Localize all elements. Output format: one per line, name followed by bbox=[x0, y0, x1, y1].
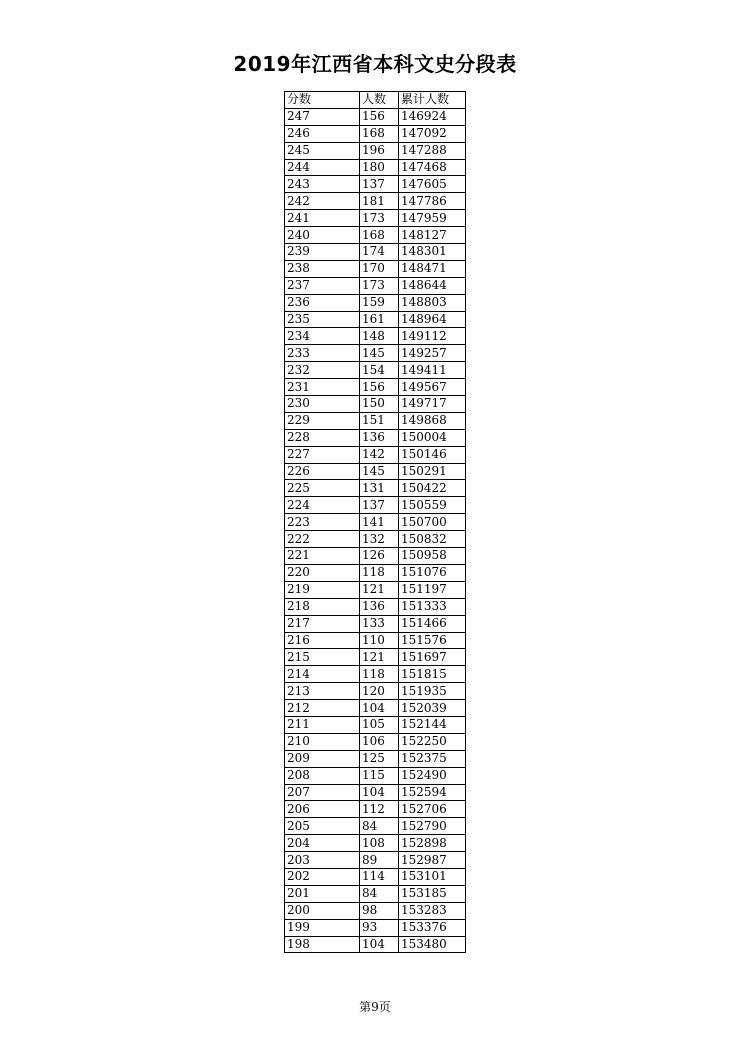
cell-score: 245 bbox=[285, 142, 360, 159]
cell-count: 168 bbox=[360, 227, 399, 244]
cell-cumulative: 152594 bbox=[399, 784, 466, 801]
cell-score: 244 bbox=[285, 159, 360, 176]
cell-cumulative: 149257 bbox=[399, 345, 466, 362]
table-row bbox=[285, 835, 466, 852]
cell-cumulative: 150559 bbox=[399, 497, 466, 514]
cell-score: 228 bbox=[285, 429, 360, 446]
cell-score: 243 bbox=[285, 176, 360, 193]
cell-cumulative: 152375 bbox=[399, 750, 466, 767]
table-row bbox=[285, 716, 466, 733]
cell-cumulative: 147468 bbox=[399, 159, 466, 176]
cell-score: 236 bbox=[285, 294, 360, 311]
cell-count: 136 bbox=[360, 598, 399, 615]
table-header-row bbox=[285, 92, 466, 109]
cell-count: 180 bbox=[360, 159, 399, 176]
cell-count: 148 bbox=[360, 328, 399, 345]
cell-score: 214 bbox=[285, 666, 360, 683]
table-row bbox=[285, 480, 466, 497]
table-row bbox=[285, 125, 466, 142]
cell-count: 145 bbox=[360, 345, 399, 362]
cell-score: 212 bbox=[285, 700, 360, 717]
cell-count: 118 bbox=[360, 564, 399, 581]
cell-score: 211 bbox=[285, 716, 360, 733]
cell-cumulative: 152706 bbox=[399, 801, 466, 818]
cell-score: 239 bbox=[285, 244, 360, 261]
cell-cumulative: 151697 bbox=[399, 649, 466, 666]
cell-count: 156 bbox=[360, 379, 399, 396]
cell-cumulative: 150291 bbox=[399, 463, 466, 480]
cell-score: 206 bbox=[285, 801, 360, 818]
cell-count: 137 bbox=[360, 497, 399, 514]
cell-score: 231 bbox=[285, 379, 360, 396]
cell-cumulative: 152790 bbox=[399, 818, 466, 835]
table-row bbox=[285, 649, 466, 666]
header-cumulative: 累计人数 bbox=[399, 92, 466, 109]
cell-score: 202 bbox=[285, 868, 360, 885]
cell-count: 84 bbox=[360, 885, 399, 902]
table-row bbox=[285, 311, 466, 328]
cell-count: 121 bbox=[360, 581, 399, 598]
cell-count: 108 bbox=[360, 835, 399, 852]
cell-score: 209 bbox=[285, 750, 360, 767]
table-row bbox=[285, 108, 466, 125]
table-row bbox=[285, 801, 466, 818]
cell-cumulative: 152250 bbox=[399, 733, 466, 750]
table-row bbox=[285, 683, 466, 700]
cell-count: 161 bbox=[360, 311, 399, 328]
cell-cumulative: 153480 bbox=[399, 936, 466, 953]
table-row bbox=[285, 818, 466, 835]
score-table bbox=[284, 91, 466, 953]
table-row bbox=[285, 548, 466, 565]
table-row bbox=[285, 176, 466, 193]
cell-score: 221 bbox=[285, 548, 360, 565]
cell-cumulative: 153101 bbox=[399, 868, 466, 885]
cell-count: 196 bbox=[360, 142, 399, 159]
cell-score: 247 bbox=[285, 108, 360, 125]
table-row bbox=[285, 531, 466, 548]
page-title: 2019年江西省本科文史分段表 bbox=[233, 52, 517, 76]
cell-cumulative: 150958 bbox=[399, 548, 466, 565]
cell-score: 237 bbox=[285, 277, 360, 294]
cell-count: 151 bbox=[360, 412, 399, 429]
cell-count: 104 bbox=[360, 700, 399, 717]
cell-score: 220 bbox=[285, 564, 360, 581]
cell-count: 170 bbox=[360, 260, 399, 277]
table-row bbox=[285, 767, 466, 784]
cell-cumulative: 147092 bbox=[399, 125, 466, 142]
table-row bbox=[285, 227, 466, 244]
cell-count: 181 bbox=[360, 193, 399, 210]
cell-cumulative: 146924 bbox=[399, 108, 466, 125]
cell-score: 238 bbox=[285, 260, 360, 277]
table-row bbox=[285, 632, 466, 649]
cell-score: 246 bbox=[285, 125, 360, 142]
cell-cumulative: 149868 bbox=[399, 412, 466, 429]
cell-cumulative: 149567 bbox=[399, 379, 466, 396]
table-row bbox=[285, 784, 466, 801]
cell-count: 84 bbox=[360, 818, 399, 835]
cell-score: 217 bbox=[285, 615, 360, 632]
cell-score: 210 bbox=[285, 733, 360, 750]
cell-cumulative: 150832 bbox=[399, 531, 466, 548]
table-row bbox=[285, 733, 466, 750]
cell-score: 198 bbox=[285, 936, 360, 953]
cell-count: 104 bbox=[360, 784, 399, 801]
cell-cumulative: 153283 bbox=[399, 902, 466, 919]
cell-count: 121 bbox=[360, 649, 399, 666]
cell-cumulative: 152144 bbox=[399, 716, 466, 733]
table-row bbox=[285, 429, 466, 446]
cell-score: 201 bbox=[285, 885, 360, 902]
cell-cumulative: 148301 bbox=[399, 244, 466, 261]
cell-score: 205 bbox=[285, 818, 360, 835]
cell-cumulative: 148964 bbox=[399, 311, 466, 328]
cell-count: 154 bbox=[360, 362, 399, 379]
cell-score: 200 bbox=[285, 902, 360, 919]
table-row bbox=[285, 666, 466, 683]
cell-score: 207 bbox=[285, 784, 360, 801]
cell-cumulative: 151815 bbox=[399, 666, 466, 683]
table-row bbox=[285, 362, 466, 379]
header-count: 人数 bbox=[360, 92, 399, 109]
cell-cumulative: 150422 bbox=[399, 480, 466, 497]
table-row bbox=[285, 244, 466, 261]
cell-score: 223 bbox=[285, 514, 360, 531]
cell-cumulative: 152039 bbox=[399, 700, 466, 717]
cell-count: 93 bbox=[360, 919, 399, 936]
table-row bbox=[285, 885, 466, 902]
cell-score: 227 bbox=[285, 446, 360, 463]
cell-count: 168 bbox=[360, 125, 399, 142]
cell-score: 230 bbox=[285, 396, 360, 413]
table-row bbox=[285, 598, 466, 615]
cell-cumulative: 151935 bbox=[399, 683, 466, 700]
cell-count: 156 bbox=[360, 108, 399, 125]
cell-count: 132 bbox=[360, 531, 399, 548]
cell-cumulative: 147959 bbox=[399, 210, 466, 227]
cell-cumulative: 149411 bbox=[399, 362, 466, 379]
table-row bbox=[285, 852, 466, 869]
cell-count: 98 bbox=[360, 902, 399, 919]
cell-score: 233 bbox=[285, 345, 360, 362]
header-score: 分数 bbox=[285, 92, 360, 109]
cell-cumulative: 147786 bbox=[399, 193, 466, 210]
cell-count: 173 bbox=[360, 210, 399, 227]
cell-score: 213 bbox=[285, 683, 360, 700]
table-row bbox=[285, 345, 466, 362]
cell-count: 120 bbox=[360, 683, 399, 700]
table-row bbox=[285, 328, 466, 345]
table-row bbox=[285, 412, 466, 429]
table-row bbox=[285, 581, 466, 598]
cell-score: 242 bbox=[285, 193, 360, 210]
cell-score: 218 bbox=[285, 598, 360, 615]
cell-count: 159 bbox=[360, 294, 399, 311]
cell-cumulative: 147605 bbox=[399, 176, 466, 193]
table-row bbox=[285, 294, 466, 311]
cell-count: 104 bbox=[360, 936, 399, 953]
cell-score: 224 bbox=[285, 497, 360, 514]
cell-cumulative: 151076 bbox=[399, 564, 466, 581]
table-row bbox=[285, 463, 466, 480]
cell-cumulative: 149112 bbox=[399, 328, 466, 345]
cell-score: 232 bbox=[285, 362, 360, 379]
table-row bbox=[285, 277, 466, 294]
cell-score: 199 bbox=[285, 919, 360, 936]
cell-cumulative: 151576 bbox=[399, 632, 466, 649]
cell-cumulative: 152898 bbox=[399, 835, 466, 852]
table-row bbox=[285, 142, 466, 159]
cell-count: 137 bbox=[360, 176, 399, 193]
cell-score: 234 bbox=[285, 328, 360, 345]
cell-cumulative: 151466 bbox=[399, 615, 466, 632]
cell-count: 112 bbox=[360, 801, 399, 818]
cell-score: 204 bbox=[285, 835, 360, 852]
table-row bbox=[285, 700, 466, 717]
table-row bbox=[285, 902, 466, 919]
table-row bbox=[285, 379, 466, 396]
table-row bbox=[285, 159, 466, 176]
table-row bbox=[285, 446, 466, 463]
cell-score: 216 bbox=[285, 632, 360, 649]
cell-count: 174 bbox=[360, 244, 399, 261]
cell-score: 235 bbox=[285, 311, 360, 328]
cell-cumulative: 148471 bbox=[399, 260, 466, 277]
cell-cumulative: 150146 bbox=[399, 446, 466, 463]
cell-score: 215 bbox=[285, 649, 360, 666]
cell-count: 141 bbox=[360, 514, 399, 531]
cell-count: 118 bbox=[360, 666, 399, 683]
cell-cumulative: 148127 bbox=[399, 227, 466, 244]
cell-cumulative: 153376 bbox=[399, 919, 466, 936]
cell-score: 225 bbox=[285, 480, 360, 497]
table-row bbox=[285, 919, 466, 936]
cell-cumulative: 147288 bbox=[399, 142, 466, 159]
cell-cumulative: 148644 bbox=[399, 277, 466, 294]
table-row bbox=[285, 396, 466, 413]
cell-cumulative: 153185 bbox=[399, 885, 466, 902]
cell-cumulative: 150700 bbox=[399, 514, 466, 531]
cell-count: 173 bbox=[360, 277, 399, 294]
cell-cumulative: 152987 bbox=[399, 852, 466, 869]
cell-count: 126 bbox=[360, 548, 399, 565]
table-row bbox=[285, 514, 466, 531]
cell-count: 105 bbox=[360, 716, 399, 733]
cell-count: 131 bbox=[360, 480, 399, 497]
cell-score: 240 bbox=[285, 227, 360, 244]
table-row bbox=[285, 210, 466, 227]
cell-count: 115 bbox=[360, 767, 399, 784]
table-row bbox=[285, 615, 466, 632]
cell-cumulative: 151197 bbox=[399, 581, 466, 598]
cell-count: 106 bbox=[360, 733, 399, 750]
cell-cumulative: 151333 bbox=[399, 598, 466, 615]
table-row bbox=[285, 868, 466, 885]
cell-score: 219 bbox=[285, 581, 360, 598]
cell-count: 142 bbox=[360, 446, 399, 463]
page-number: 第9页 bbox=[359, 1000, 391, 1014]
cell-score: 229 bbox=[285, 412, 360, 429]
table-row bbox=[285, 936, 466, 953]
cell-cumulative: 152490 bbox=[399, 767, 466, 784]
cell-count: 89 bbox=[360, 852, 399, 869]
table-body bbox=[285, 108, 466, 953]
table-row bbox=[285, 193, 466, 210]
cell-count: 125 bbox=[360, 750, 399, 767]
cell-count: 145 bbox=[360, 463, 399, 480]
cell-count: 110 bbox=[360, 632, 399, 649]
table-row bbox=[285, 497, 466, 514]
table-row bbox=[285, 564, 466, 581]
table-row bbox=[285, 750, 466, 767]
cell-count: 150 bbox=[360, 396, 399, 413]
cell-score: 203 bbox=[285, 852, 360, 869]
cell-cumulative: 149717 bbox=[399, 396, 466, 413]
cell-score: 226 bbox=[285, 463, 360, 480]
cell-score: 222 bbox=[285, 531, 360, 548]
cell-count: 114 bbox=[360, 868, 399, 885]
cell-cumulative: 148803 bbox=[399, 294, 466, 311]
table-row bbox=[285, 260, 466, 277]
cell-score: 208 bbox=[285, 767, 360, 784]
cell-count: 136 bbox=[360, 429, 399, 446]
cell-count: 133 bbox=[360, 615, 399, 632]
cell-cumulative: 150004 bbox=[399, 429, 466, 446]
cell-score: 241 bbox=[285, 210, 360, 227]
